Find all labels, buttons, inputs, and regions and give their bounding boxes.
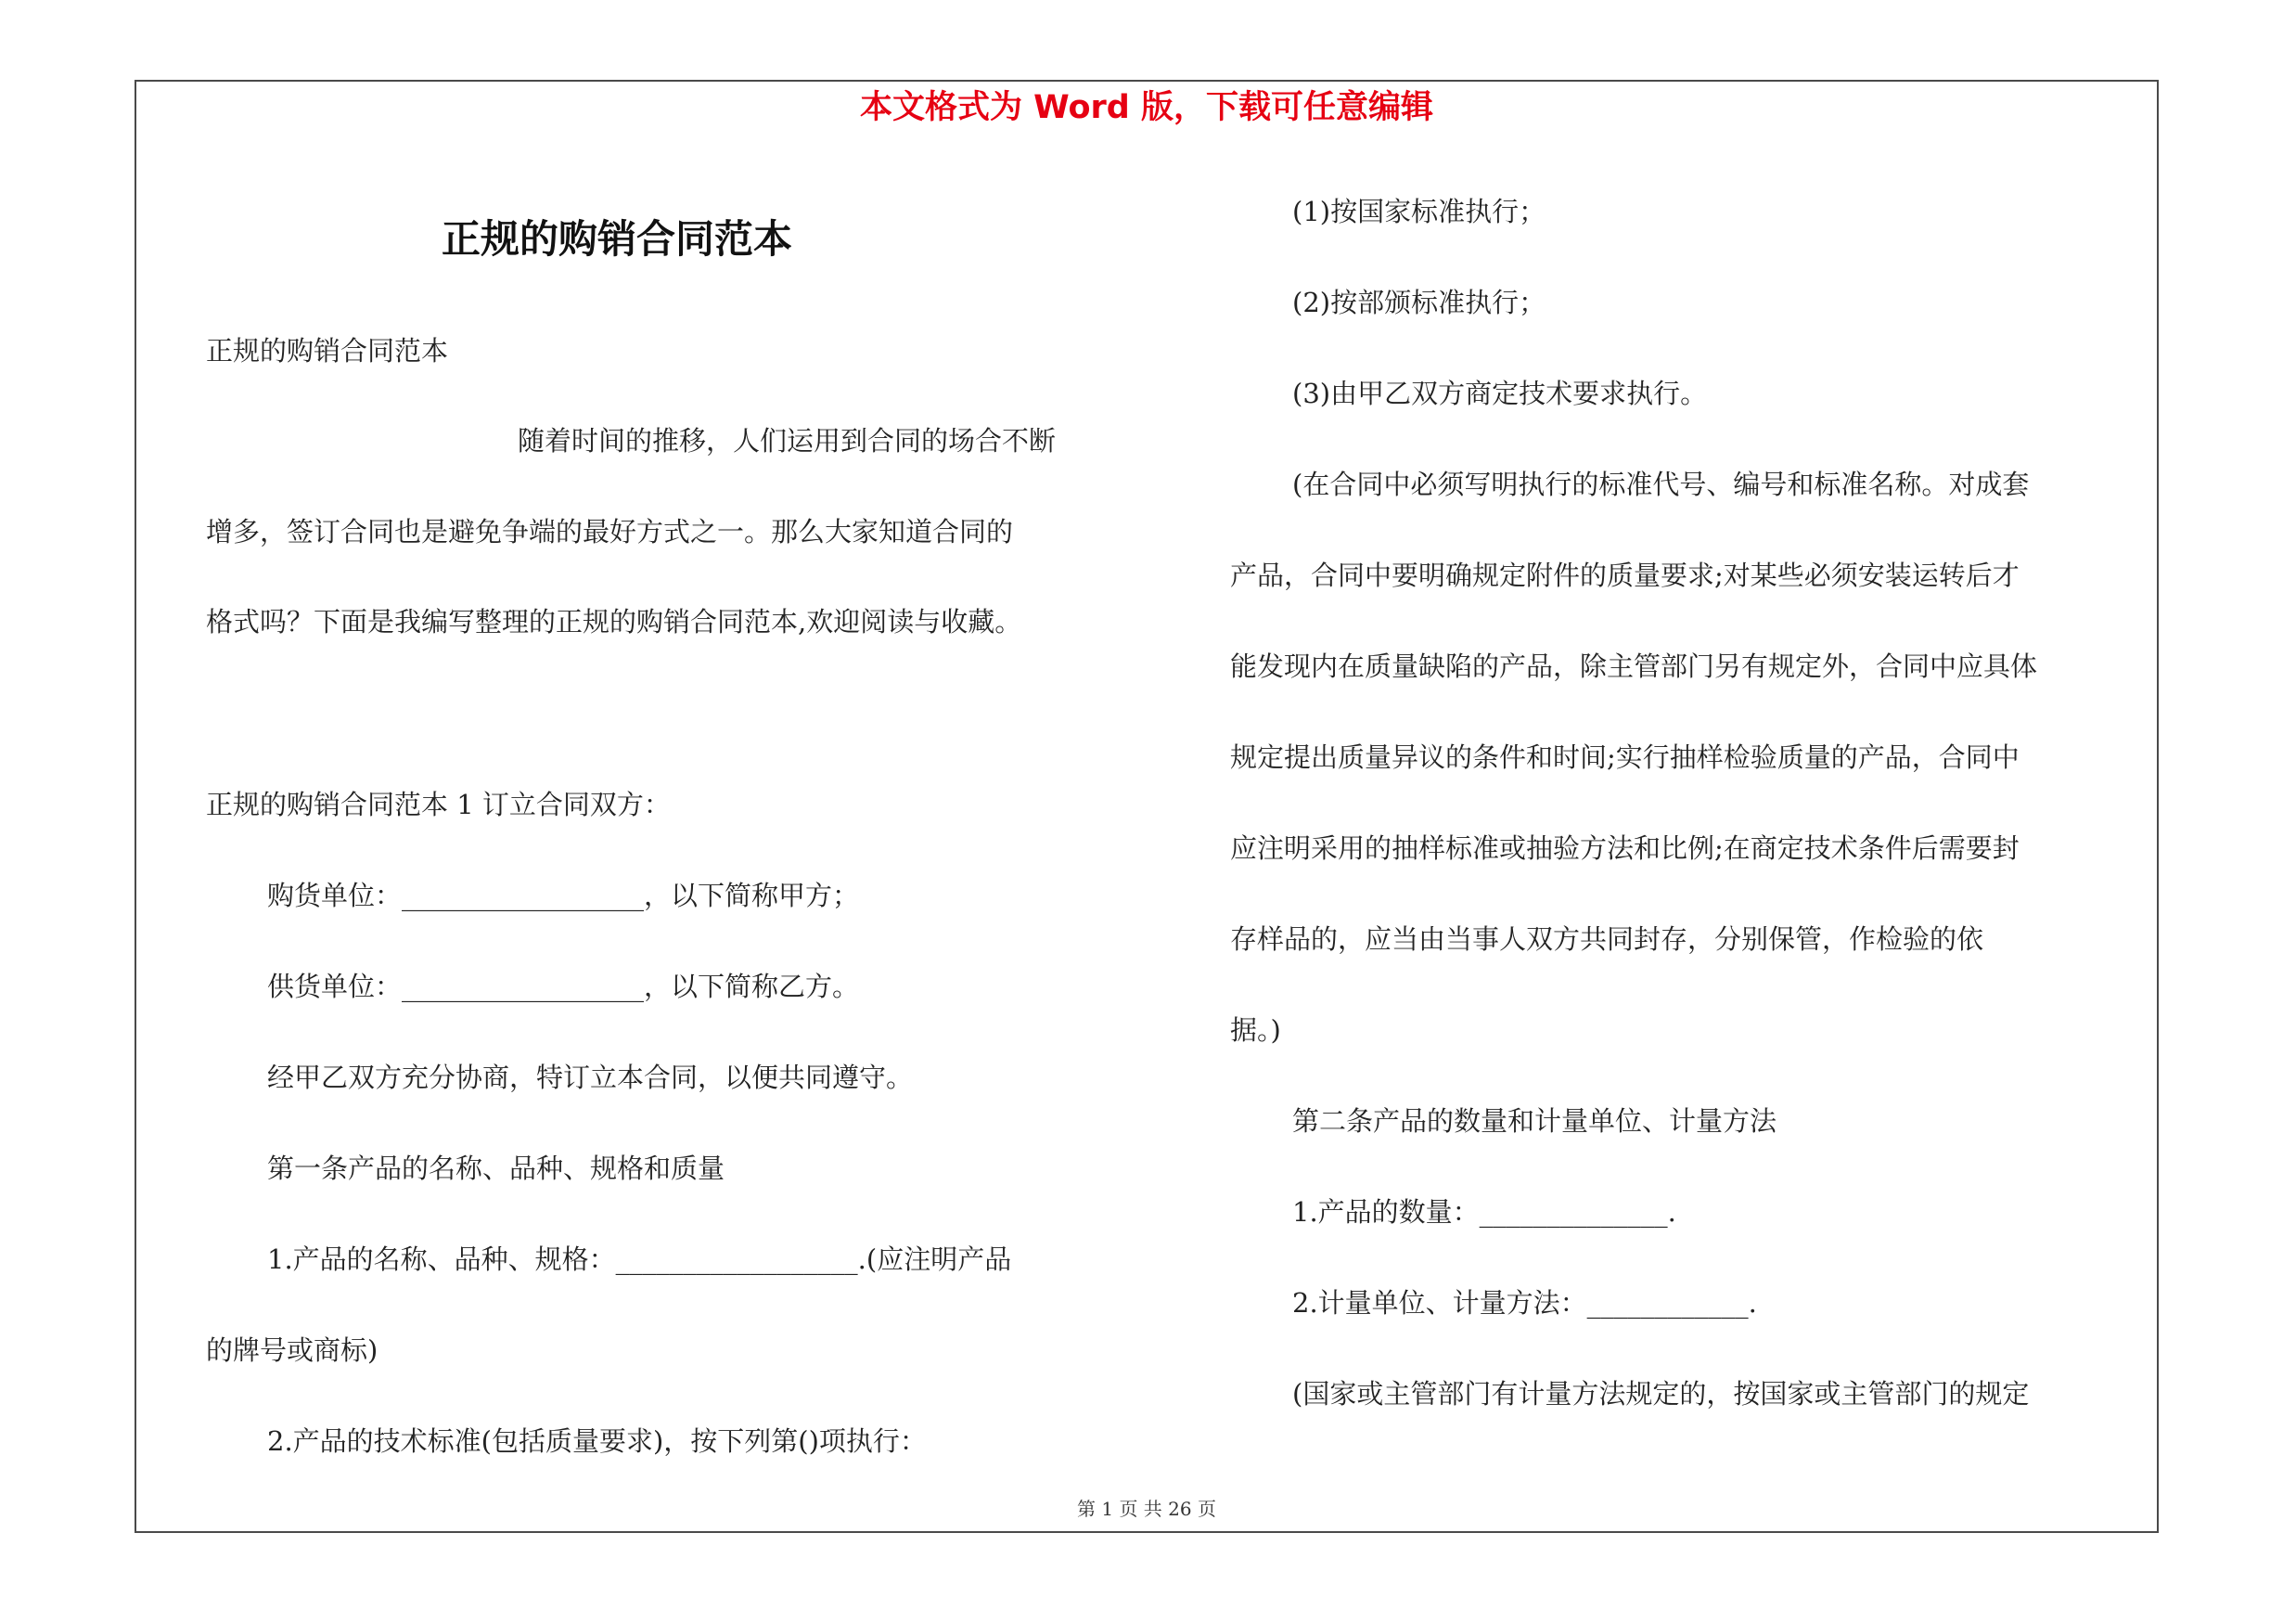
page-number: 第 1 页 共 26 页: [1077, 1498, 1216, 1520]
section-heading-1: 正规的购销合同范本 1 订立合同双方：: [206, 789, 671, 820]
standard-option-2: (2)按部颁标准执行；: [1292, 287, 1546, 318]
article-2-note: (国家或主管部门有计量方法规定的，按国家或主管部门的规定: [1292, 1378, 2030, 1410]
article-1-item-1: 1.产品的名称、品种、规格：__________________.(应注明产品: [267, 1243, 1012, 1275]
note-line-3: 能发现内在质量缺陷的产品，除主管部门另有规定外，合同中应具体: [1230, 650, 2038, 682]
subtitle-line: 正规的购销合同范本: [206, 335, 449, 367]
supplier-line: 供货单位：__________________，以下简称乙方。: [267, 971, 860, 1002]
note-line-5: 应注明采用的抽样标准或抽验方法和比例;在商定技术条件后需要封: [1230, 832, 2020, 864]
note-line-7: 据。): [1230, 1014, 1281, 1046]
intro-line-3: 格式吗？下面是我编写整理的正规的购销合同范本,欢迎阅读与收藏。: [206, 606, 1022, 638]
article-2-item-2: 2.计量单位、计量方法：____________.: [1292, 1287, 1757, 1319]
article-1-heading: 第一条产品的名称、品种、规格和质量: [267, 1153, 725, 1184]
note-line-2: 产品，合同中要明确规定附件的质量要求;对某些必须安装运转后才: [1230, 560, 2020, 591]
agreement-line: 经甲乙双方充分协商，特订立本合同，以便共同遵守。: [267, 1062, 914, 1093]
article-1-item-2: 2.产品的技术标准(包括质量要求)，按下列第()项执行：: [267, 1425, 927, 1457]
standard-option-1: (1)按国家标准执行；: [1292, 196, 1546, 227]
note-line-6: 存样品的，应当由当事人双方共同封存，分别保管，作检验的依: [1230, 923, 1984, 955]
intro-line-1: 随着时间的推移，人们运用到合同的场合不断: [518, 425, 1057, 457]
standard-option-3: (3)由甲乙双方商定技术要求执行。: [1292, 378, 1708, 409]
buyer-line: 购货单位：__________________，以下简称甲方；: [267, 880, 860, 911]
note-line-1: (在合同中必须写明执行的标准代号、编号和标准名称。对成套: [1292, 469, 2030, 500]
article-2-item-1: 1.产品的数量：______________.: [1292, 1196, 1676, 1228]
article-1-item-1-cont: 的牌号或商标): [206, 1334, 378, 1366]
intro-line-2: 增多，签订合同也是避免争端的最好方式之一。那么大家知道合同的: [206, 516, 1014, 547]
document-title: 正规的购销合同范本: [442, 216, 793, 262]
note-line-4: 规定提出质量异议的条件和时间;实行抽样检验质量的产品，合同中: [1230, 741, 2020, 773]
format-banner: 本文格式为 Word 版，下载可任意编辑: [859, 89, 1434, 126]
article-2-heading: 第二条产品的数量和计量单位、计量方法: [1292, 1105, 1777, 1137]
